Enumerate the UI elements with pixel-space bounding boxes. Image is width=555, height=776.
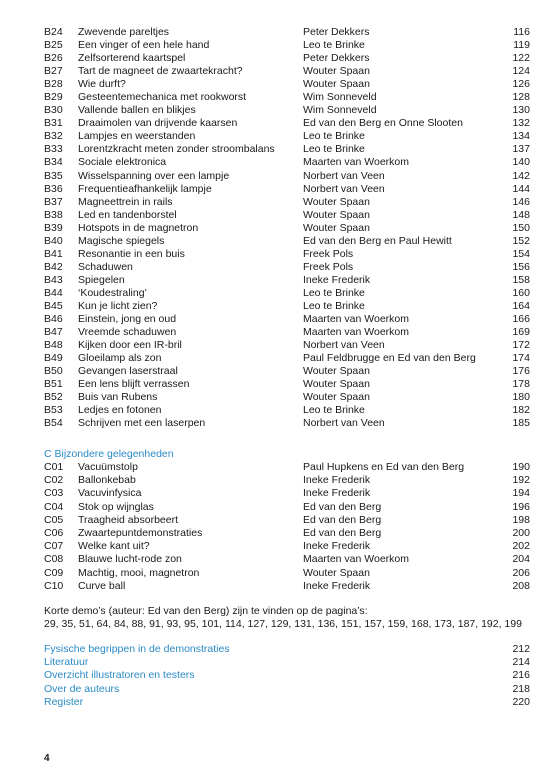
entry-code: B25	[44, 39, 63, 52]
entry-code: B52	[44, 391, 63, 404]
entry-title: Hotspots in de magnetron	[78, 221, 199, 234]
entry-code: B29	[44, 91, 63, 104]
entry-title: Machtig, mooi, magnetron	[78, 566, 200, 579]
entry-author: Leo te Brinke	[303, 299, 365, 312]
toc-entry[interactable]	[44, 567, 530, 580]
entry-code: C01	[44, 461, 64, 473]
entry-author: Norbert van Veen	[303, 169, 385, 182]
section-b-list	[44, 26, 530, 430]
toc-entry[interactable]	[44, 130, 530, 143]
toc-entry[interactable]	[44, 580, 530, 593]
entry-title: Draaimolen van drijvende kaarsen	[78, 117, 238, 130]
entry-author: Leo te Brinke	[303, 404, 365, 417]
toc-entry[interactable]	[44, 540, 530, 553]
entry-page: 194	[512, 487, 530, 500]
entry-author: Wouter Spaan	[303, 378, 370, 391]
entry-code: B46	[44, 313, 63, 326]
entry-code: C07	[44, 540, 64, 553]
toc-entry[interactable]	[44, 365, 530, 378]
entry-page: 206	[512, 566, 530, 579]
entry-code: C03	[44, 487, 64, 500]
entry-author: Ed van den Berg en Paul Hewitt	[303, 234, 452, 247]
entry-title: Led en tandenborstel	[78, 208, 177, 221]
entry-title: Vacuümstolp	[78, 461, 138, 473]
appendix-list	[44, 643, 530, 709]
entry-page: 202	[512, 540, 530, 553]
entry-page: 144	[512, 182, 530, 195]
entry-page: 172	[512, 339, 530, 352]
entry-page: 169	[512, 326, 530, 339]
entry-title: Magneettrein in rails	[78, 195, 173, 208]
appendix-title-link[interactable]: Register	[44, 695, 84, 708]
entry-title: Gevangen laserstraal	[78, 365, 178, 378]
toc-entry[interactable]	[44, 404, 530, 417]
short-demos-note	[44, 605, 522, 631]
toc-entry[interactable]	[44, 104, 530, 117]
entry-author: Wim Sonneveld	[303, 91, 377, 104]
toc-entry[interactable]	[44, 391, 530, 404]
entry-title: Frequentieafhankelijk lampje	[78, 182, 212, 195]
entry-code: B40	[44, 234, 63, 247]
entry-page: 204	[512, 553, 530, 566]
entry-page: 152	[512, 234, 530, 247]
entry-page: 200	[512, 526, 530, 539]
short-demos-pages: 29, 35, 51, 64, 84, 88, 91, 93, 95, 101, 114, 127, 129, 131, 136, 151, 157, 159, 168, 173, 187, 192, 199	[44, 618, 522, 630]
toc-entry[interactable]	[44, 287, 530, 300]
toc-entry[interactable]	[44, 156, 530, 169]
entry-title: Magische spiegels	[78, 234, 165, 247]
entry-author: Ed van den Berg	[303, 513, 382, 526]
entry-author: Leo te Brinke	[303, 39, 365, 52]
entry-code: B31	[44, 117, 63, 130]
entry-code: B51	[44, 378, 63, 391]
entry-page: 150	[512, 221, 530, 234]
appendix-entry[interactable]	[44, 696, 530, 709]
entry-page: 176	[512, 365, 530, 378]
entry-code: B38	[44, 208, 63, 221]
entry-title: Kijken door een IR-bril	[78, 339, 182, 352]
entry-page: 160	[512, 286, 530, 299]
entry-title: Zelfsorterend kaartspel	[78, 52, 186, 65]
entry-code: B30	[44, 104, 63, 117]
toc-entry[interactable]	[44, 39, 530, 52]
entry-author: Ed van den Berg	[303, 500, 382, 513]
entry-author: Freek Pols	[303, 260, 354, 273]
entry-page: 180	[512, 391, 530, 404]
entry-title: ‘Koudestraling’	[78, 286, 147, 299]
entry-page: 137	[512, 143, 530, 156]
entry-author: Wouter Spaan	[303, 65, 370, 78]
entry-title: Schaduwen	[78, 260, 133, 273]
entry-code: B34	[44, 156, 63, 169]
entry-title: Ballonkebab	[78, 474, 136, 487]
section-c-heading: C Bijzondere gelegenheden	[44, 448, 174, 460]
appendix-title-link[interactable]: Over de auteurs	[44, 682, 120, 695]
entry-code: B37	[44, 195, 63, 208]
entry-page: 164	[512, 299, 530, 312]
entry-author: Peter Dekkers	[303, 52, 370, 65]
entry-author: Peter Dekkers	[303, 26, 370, 38]
toc-entry[interactable]	[44, 339, 530, 352]
entry-title: Einstein, jong en oud	[78, 313, 177, 326]
appendix-title-link[interactable]: Fysische begrippen in de demonstraties	[44, 643, 230, 655]
entry-title: Een lens blijft verrassen	[78, 378, 190, 391]
appendix-title-link[interactable]: Literatuur	[44, 656, 89, 669]
toc-entry[interactable]	[44, 117, 530, 130]
appendix-entry[interactable]	[44, 683, 530, 696]
toc-entry[interactable]	[44, 352, 530, 365]
entry-code: B50	[44, 365, 63, 378]
entry-title: Vacuvinfysica	[78, 487, 142, 500]
entry-author: Ineke Frederik	[303, 540, 371, 553]
entry-code: B47	[44, 326, 63, 339]
toc-entry[interactable]	[44, 143, 530, 156]
appendix-entry[interactable]	[44, 669, 530, 682]
entry-page: 142	[512, 169, 530, 182]
toc-entry[interactable]	[44, 261, 530, 274]
entry-code: B42	[44, 260, 63, 273]
entry-title: Stok op wijnglas	[78, 500, 154, 513]
entry-page: 128	[512, 91, 530, 104]
appendix-entry[interactable]	[44, 656, 530, 669]
section-c-list	[44, 461, 530, 593]
entry-author: Leo te Brinke	[303, 286, 365, 299]
entry-author: Maarten van Woerkom	[303, 326, 410, 339]
toc-entry[interactable]	[44, 514, 530, 527]
entry-page: 185	[512, 417, 530, 430]
entry-page: 119	[513, 39, 530, 52]
entry-title: Traagheid absorbeert	[78, 513, 179, 526]
entry-page: 124	[512, 65, 530, 78]
entry-code: C02	[44, 474, 64, 487]
entry-author: Leo te Brinke	[303, 130, 365, 143]
entry-page: 122	[512, 52, 530, 65]
toc-entry[interactable]	[44, 26, 530, 39]
toc-entry[interactable]	[44, 313, 530, 326]
entry-code: B35	[44, 169, 63, 182]
entry-title: Wie durft?	[78, 78, 126, 91]
entry-code: B33	[44, 143, 63, 156]
toc-entry[interactable]	[44, 474, 530, 487]
entry-page: 116	[513, 26, 530, 38]
entry-page: 148	[512, 208, 530, 221]
entry-author: Maarten van Woerkom	[303, 156, 410, 169]
entry-author: Wouter Spaan	[303, 221, 370, 234]
entry-page: 178	[512, 378, 530, 391]
entry-author: Ineke Frederik	[303, 579, 371, 592]
page-number: 4	[44, 753, 50, 764]
entry-title: Een vinger of een hele hand	[78, 39, 210, 52]
entry-code: B43	[44, 273, 63, 286]
short-demos-intro: Korte demo’s (auteur: Ed van den Berg) zijn te vinden op de pagina’s:	[44, 605, 368, 617]
toc-entry[interactable]	[44, 209, 530, 222]
entry-code: B48	[44, 339, 63, 352]
entry-title: Sociale elektronica	[78, 156, 167, 169]
entry-title: Schrijven met een laserpen	[78, 417, 206, 430]
entry-author: Ineke Frederik	[303, 273, 371, 286]
entry-title: Lorentzkracht meten zonder stroombalans	[78, 143, 275, 156]
entry-title: Zwaartepuntdemonstraties	[78, 526, 203, 539]
entry-page: 126	[512, 78, 530, 91]
entry-page: 140	[512, 156, 530, 169]
toc-entry[interactable]	[44, 461, 530, 474]
entry-page: 182	[512, 404, 530, 417]
entry-author: Wouter Spaan	[303, 391, 370, 404]
entry-page: 158	[512, 273, 530, 286]
entry-title: Wisselspanning over een lampje	[78, 169, 230, 182]
entry-author: Wim Sonneveld	[303, 104, 377, 117]
entry-title: Zwevende pareltjes	[78, 26, 170, 38]
entry-code: B32	[44, 130, 63, 143]
toc-entry[interactable]	[44, 196, 530, 209]
entry-title: Tart de magneet de zwaartekracht?	[78, 65, 243, 78]
toc-entry[interactable]	[44, 91, 530, 104]
toc-entry[interactable]	[44, 248, 530, 261]
toc-entry[interactable]	[44, 183, 530, 196]
toc-entry[interactable]	[44, 300, 530, 313]
entry-page: 174	[512, 352, 530, 365]
entry-author: Ineke Frederik	[303, 487, 371, 500]
entry-page: 198	[512, 513, 530, 526]
entry-page: 196	[512, 500, 530, 513]
entry-title: Welke kant uit?	[78, 540, 150, 553]
entry-page: 146	[512, 195, 530, 208]
entry-page: 208	[512, 579, 530, 592]
appendix-page: 220	[512, 695, 530, 708]
entry-title: Ledjes en fotonen	[78, 404, 162, 417]
entry-title: Spiegelen	[78, 273, 125, 286]
entry-author: Maarten van Woerkom	[303, 553, 410, 566]
entry-page: 192	[512, 474, 530, 487]
entry-code: B36	[44, 182, 63, 195]
appendix-page: 212	[512, 643, 530, 655]
toc-entry[interactable]	[44, 527, 530, 540]
entry-title: Gesteentemechanica met rookworst	[78, 91, 247, 104]
appendix-entry[interactable]	[44, 643, 530, 656]
entry-code: B53	[44, 404, 63, 417]
entry-author: Wouter Spaan	[303, 78, 370, 91]
entry-author: Ed van den Berg	[303, 526, 382, 539]
toc-entry[interactable]	[44, 65, 530, 78]
entry-author: Wouter Spaan	[303, 566, 370, 579]
entry-author: Ed van den Berg en Onne Slooten	[303, 117, 463, 130]
appendix-title-link[interactable]: Overzicht illustratoren en testers	[44, 669, 195, 682]
entry-code: B24	[44, 26, 63, 38]
toc-entry[interactable]	[44, 417, 530, 430]
entry-title: Vreemde schaduwen	[78, 326, 177, 339]
entry-author: Norbert van Veen	[303, 417, 385, 430]
entry-code: B44	[44, 286, 63, 299]
entry-page: 134	[512, 130, 530, 143]
entry-page: 166	[512, 313, 530, 326]
entry-title: Vallende ballen en blikjes	[78, 104, 196, 117]
entry-code: C09	[44, 566, 64, 579]
entry-title: Lampjes en weerstanden	[78, 130, 196, 143]
toc-entry[interactable]	[44, 52, 530, 65]
entry-code: B27	[44, 65, 63, 78]
entry-author: Leo te Brinke	[303, 143, 365, 156]
entry-author: Maarten van Woerkom	[303, 313, 410, 326]
toc-entry[interactable]	[44, 170, 530, 183]
entry-title: Kun je licht zien?	[78, 299, 158, 312]
entry-code: B39	[44, 221, 63, 234]
toc-entry[interactable]	[44, 235, 530, 248]
entry-title: Buis van Rubens	[78, 391, 158, 404]
entry-author: Wouter Spaan	[303, 195, 370, 208]
toc-entry[interactable]	[44, 501, 530, 514]
entry-code: B41	[44, 247, 63, 260]
entry-page: 130	[512, 104, 530, 117]
entry-code: B26	[44, 52, 63, 65]
entry-code: C08	[44, 553, 64, 566]
toc-entry[interactable]	[44, 326, 530, 339]
entry-author: Freek Pols	[303, 247, 354, 260]
entry-author: Wouter Spaan	[303, 365, 370, 378]
entry-code: C04	[44, 500, 64, 513]
entry-code: C10	[44, 579, 64, 592]
entry-page: 156	[512, 260, 530, 273]
entry-title: Blauwe lucht-rode zon	[78, 553, 182, 566]
toc-entry[interactable]	[44, 487, 530, 500]
appendix-page: 218	[512, 682, 530, 695]
entry-page: 154	[512, 247, 530, 260]
appendix-page: 214	[512, 656, 530, 669]
toc-entry[interactable]	[44, 222, 530, 235]
entry-code: C06	[44, 526, 64, 539]
entry-author: Norbert van Veen	[303, 182, 385, 195]
entry-author: Ineke Frederik	[303, 474, 371, 487]
entry-title: Curve ball	[78, 579, 126, 592]
entry-author: Wouter Spaan	[303, 208, 370, 221]
appendix-page: 216	[512, 669, 530, 682]
toc-entry[interactable]	[44, 553, 530, 566]
entry-author: Norbert van Veen	[303, 339, 385, 352]
entry-page: 132	[512, 117, 530, 130]
entry-title: Gloeilamp als zon	[78, 352, 162, 365]
entry-page: 190	[512, 461, 530, 473]
toc-entry[interactable]	[44, 378, 530, 391]
entry-code: B28	[44, 78, 63, 91]
entry-author: Paul Feldbrugge en Ed van den Berg	[303, 352, 476, 365]
entry-author: Paul Hupkens en Ed van den Berg	[303, 461, 465, 473]
entry-title: Resonantie in een buis	[78, 247, 185, 260]
entry-code: C05	[44, 513, 64, 526]
entry-code: B45	[44, 299, 63, 312]
toc-entry[interactable]	[44, 274, 530, 287]
entry-code: B49	[44, 352, 63, 365]
entry-code: B54	[44, 417, 63, 430]
toc-entry[interactable]	[44, 78, 530, 91]
